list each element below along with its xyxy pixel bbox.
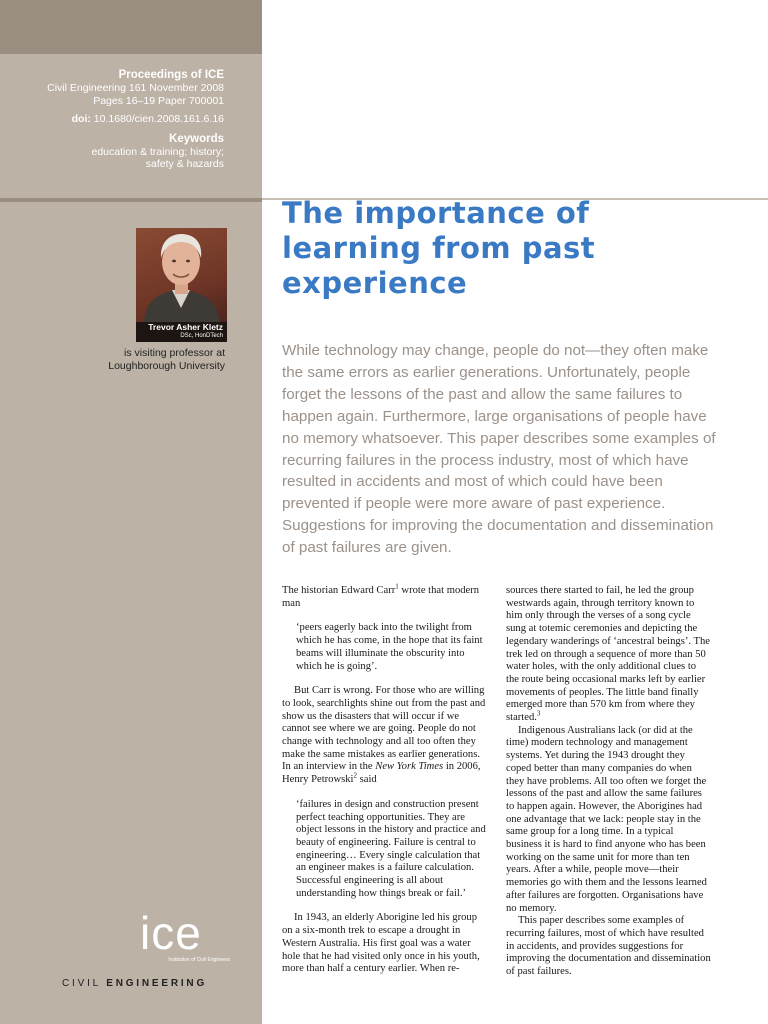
reference-marker[interactable]: 2 (353, 771, 357, 780)
pages-line: Pages 16–19 Paper 700001 (93, 94, 224, 107)
reference-marker[interactable]: 1 (395, 582, 399, 591)
affiliation-line: Loughborough University (108, 360, 225, 372)
journal-brand (62, 978, 207, 989)
paragraph: But Carr is wrong. For those who are willing to look, searchlights shine out from the past and show us the disasters that will occur if we cannot see where we are going. People do not change with technology and all too often they make the same mistakes as earlier generations. In an interview in the New York Times in 2006, Henry Petrowski$^2$ said (282, 685, 486, 786)
sidebar-divider (0, 198, 262, 202)
paragraph: The historian Edward Carr$^1$ wrote that modern man (282, 582, 480, 609)
ice-logo-word: ice (140, 907, 202, 959)
block-quote: ‘peers eagerly back into the twilight from which he has come, in the hope that its faint beams will illuminate the obscurity into which he is going’. (296, 622, 483, 672)
sidebar-header-band (0, 0, 262, 54)
issue-line: Civil Engineering 161 November 2008 (47, 82, 224, 94)
proceedings-title: Proceedings of ICE (118, 69, 224, 81)
ice-logo-subtitle: Institution of Civil Engineers (168, 957, 230, 963)
keywords-line: safety & hazards (145, 158, 224, 171)
keywords-title: Keywords (169, 132, 224, 145)
paragraph: In 1943, an elderly Aborigine led his group on a six-month trek to escape a drought in Western Australia. His first goal was a water hole that he had visited only once in his youth, more than half a century earlier. When re- (282, 912, 480, 975)
author-name: Trevor Asher Kletz (148, 322, 223, 332)
paragraph: This paper describes some examples of recurring failures, most of which have resulted in accidents, and provides suggestions for improving the documentation and dissemination of past failures. (506, 915, 711, 978)
body-column-left (282, 582, 487, 976)
body-column-right (506, 585, 711, 979)
photo-caption (136, 322, 227, 342)
ice-logo (140, 907, 230, 966)
author-affiliation (40, 347, 225, 373)
affiliation-line: is visiting professor at (124, 347, 225, 359)
article-abstract: While technology may change, people do not—they often make the same errors as earlier generations. Unfortunately, people forget the lessons of the past and allow the same failures to happen again. Furthermore, large organisations of people have no memory whatsoever. This paper describes some examples of recurring failures in the process industry, most of which have resulted in accidents and most of which could have been prevented if people were more aware of past experience. Suggestions for improving the documentation and dissemination of past failures are given. (282, 342, 716, 557)
block-quote: ‘failures in design and construction present perfect teaching opportunities. They are object lessons in the history and practice and beauty of engineering. Failure is central to engineering… Every single calculation that an engineer makes is a failure calculation. Successful engineering is all about understanding how things break or fail.’ (296, 798, 486, 899)
publication-meta (4, 68, 224, 171)
author-photo (136, 228, 227, 342)
article-title: The importance of learning from past experience (282, 196, 596, 300)
paragraph: Indigenous Australians lack (or did at the time) modern technology and management systems. Yet during the 1943 drought they coped better than many companies do when they have problems. All too often we forget the lessons of the past and allow the same failures to happen again. However, the Aborigines had one advantage that we lack: people stay in the same group for a long time. In a typical business it is hard to find anyone who has been working on the same unit for more than ten years. After a while, people move—their memories go with them and the lessons learned after failures are forgotten. Organisations have no memory. (506, 724, 707, 914)
author-portrait (136, 228, 227, 322)
brand-bold: ENGINEERING (106, 978, 208, 989)
author-qualifications: DSc, HonDTech (180, 333, 223, 339)
paragraph: sources there started to fail, he led the group westwards again, through territory known to him only through the verses of a song cycle sung at totemic ceremonies and depicting the legendary wanderings of ‘ancestral beings’. The trek led on through a sequence of more than 50 water holes, with the only additional clues to the route being occasional marks left by earlier movements of peoples. The little band finally emerged more than 570 km from where they started.$^3$ (506, 585, 710, 724)
reference-marker[interactable]: 3 (536, 709, 541, 718)
doi-label: doi: (71, 113, 91, 126)
doi-value[interactable]: 10.1680/cien.2008.161.6.16 (93, 113, 224, 126)
brand-light: CIVIL (62, 978, 107, 989)
doi-line (4, 113, 224, 126)
keywords-line: education & training; history; (91, 145, 224, 158)
